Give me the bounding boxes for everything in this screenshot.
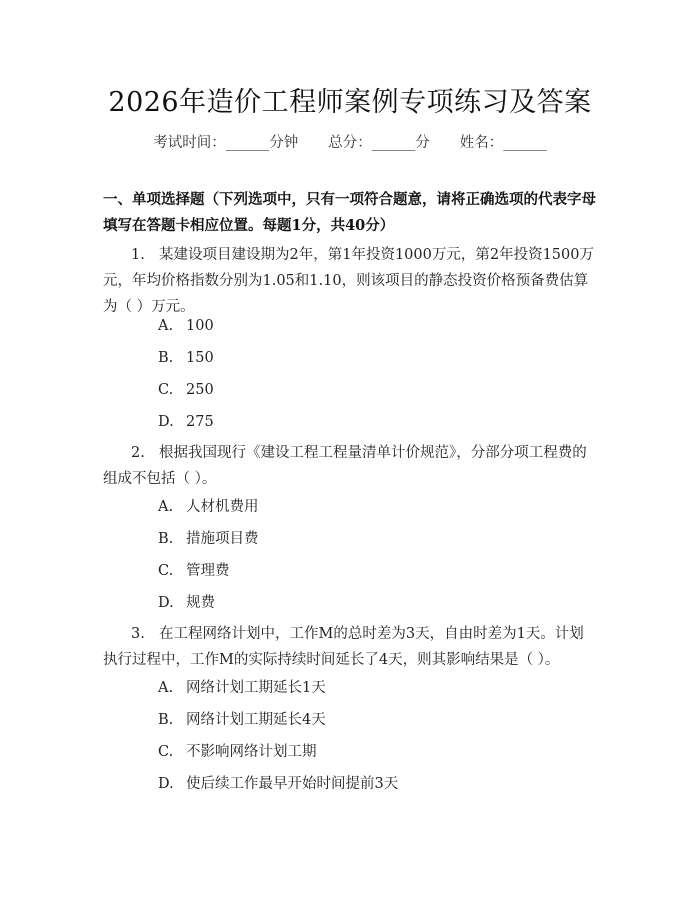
question-2 (103, 440, 598, 492)
option-text: 250 (186, 382, 214, 398)
question-number: 2. (131, 445, 145, 461)
question-3-option-c (158, 742, 317, 762)
option-letter: D. (158, 595, 174, 611)
option-text: 管理费 (186, 563, 230, 579)
question-3-option-d (158, 774, 398, 794)
exam-meta (0, 131, 700, 152)
question-3-option-b (158, 710, 326, 730)
option-text: 不影响网络计划工期 (186, 744, 317, 760)
option-letter: A. (158, 499, 174, 515)
question-1-option-b (158, 348, 214, 368)
option-letter: C. (158, 744, 174, 760)
question-1-option-a (158, 316, 214, 336)
option-text: 100 (186, 318, 214, 334)
total-score-label: 总分：______分 (328, 135, 430, 151)
question-text: 根据我国现行《建设工程工程量清单计价规范》，分部分项工程费的组成不包括（ ）。 (103, 445, 587, 487)
option-text: 150 (186, 350, 214, 366)
question-3-option-a (158, 678, 326, 698)
option-letter: D. (158, 414, 174, 430)
question-2-option-a (158, 497, 259, 517)
option-text: 网络计划工期延长1天 (186, 680, 326, 696)
section-heading: 一、单项选择题（下列选项中，只有一项符合题意，请将正确选项的代表字母填写在答题卡相应位置。每题1分，共40分） (103, 191, 596, 234)
question-number: 3. (131, 626, 145, 642)
option-letter: D. (158, 776, 174, 792)
option-letter: A. (158, 318, 174, 334)
question-1-option-d (158, 412, 214, 432)
question-text: 某建设项目建设期为2年，第1年投资1000万元，第2年投资1500万元，年均价格指数分别为1.05和1.10，则该项目的静态投资价格预备费估算为（ ）万元。 (103, 247, 594, 315)
option-text: 网络计划工期延长4天 (186, 712, 326, 728)
question-2-option-c (158, 561, 230, 581)
student-name-label: 姓名：______ (459, 135, 547, 151)
exam-time-label: 考试时间：______分钟 (153, 135, 299, 151)
option-letter: B. (158, 350, 174, 366)
question-2-option-b (158, 529, 259, 549)
option-letter: B. (158, 531, 174, 547)
question-3 (103, 621, 598, 673)
question-text: 在工程网络计划中，工作M的总时差为3天，自由时差为1天。计划执行过程中，工作M的实际持续时间延长了4天，则其影响结果是（ ）。 (103, 626, 584, 668)
option-letter: B. (158, 712, 174, 728)
page-title: 2026年造价工程师案例专项练习及答案 (108, 87, 592, 118)
option-letter: C. (158, 563, 174, 579)
option-letter: A. (158, 680, 174, 696)
option-text: 人材机费用 (186, 499, 259, 515)
question-1-option-c (158, 380, 214, 400)
question-2-option-d (158, 593, 215, 613)
option-text: 规费 (186, 595, 215, 611)
option-text: 275 (186, 414, 214, 430)
question-1 (103, 242, 598, 320)
option-text: 措施项目费 (186, 531, 259, 547)
question-number: 1. (131, 247, 145, 263)
option-letter: C. (158, 382, 174, 398)
option-text: 使后续工作最早开始时间提前3天 (186, 776, 399, 792)
